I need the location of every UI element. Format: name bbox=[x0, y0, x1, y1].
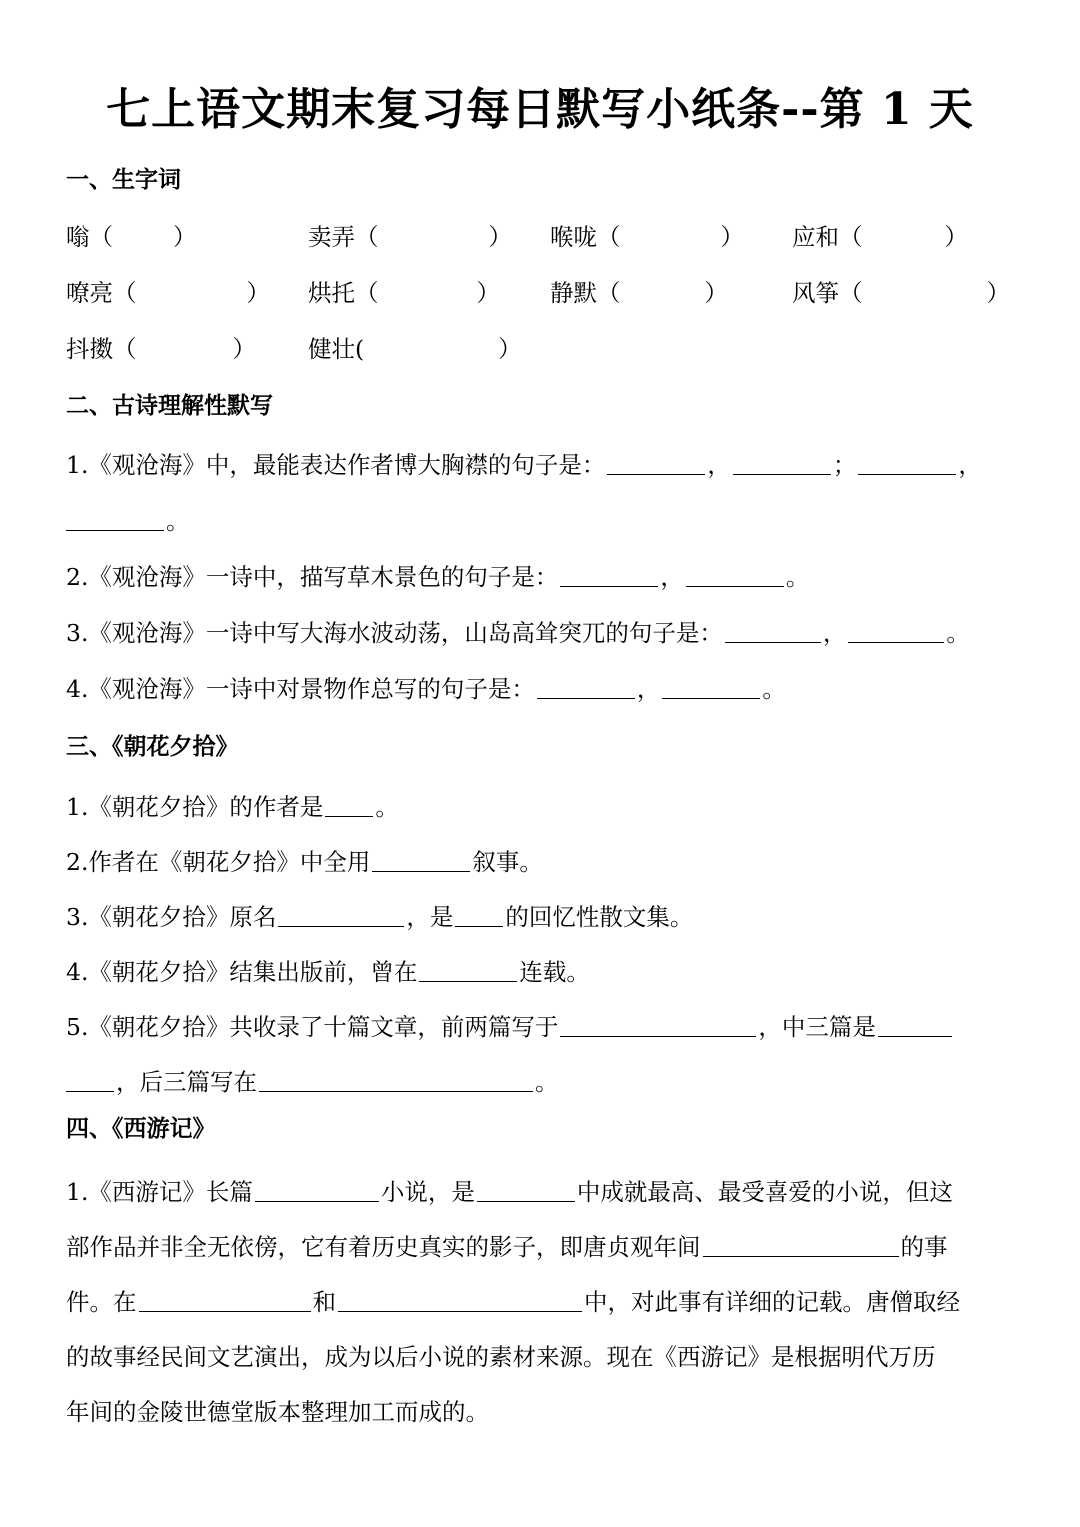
answer-blank[interactable] bbox=[560, 566, 658, 587]
answer-blank[interactable] bbox=[372, 851, 470, 872]
zhaohua-question-4: 4.《朝花夕拾》结集出版前，曾在 连载。 bbox=[66, 958, 590, 986]
answer-blank[interactable] bbox=[733, 454, 831, 475]
zhaohua-question-3: 3.《朝花夕拾》原名 ，是 的回忆性散文集。 bbox=[66, 903, 694, 931]
answer-blank[interactable] bbox=[259, 1071, 533, 1092]
answer-blank[interactable] bbox=[278, 906, 404, 927]
vocab-item: 健壮( ） bbox=[308, 335, 522, 363]
poem-question-3: 3.《观沧海》一诗中写大海水波动荡，山岛高耸突兀的句子是： ， 。 bbox=[66, 619, 970, 647]
vocab-item: 喉咙（ ） bbox=[550, 223, 744, 251]
vocab-item: 嘹亮（ ） bbox=[66, 279, 270, 307]
poem-question-4: 4.《观沧海》一诗中对景物作总写的句子是： ， 。 bbox=[66, 675, 786, 703]
answer-blank[interactable] bbox=[848, 622, 944, 643]
answer-blank[interactable] bbox=[560, 1016, 756, 1037]
section-heading-xiyou: 四、《西游记》 bbox=[66, 1115, 216, 1142]
answer-blank[interactable] bbox=[255, 1181, 379, 1202]
answer-blank[interactable] bbox=[878, 1016, 952, 1037]
answer-blank[interactable] bbox=[725, 622, 821, 643]
vocab-item: 抖擞（ ） bbox=[66, 335, 256, 363]
vocab-item: 嗡（ ） bbox=[66, 223, 197, 251]
answer-blank[interactable] bbox=[139, 1291, 311, 1312]
answer-blank[interactable] bbox=[455, 906, 503, 927]
answer-blank[interactable] bbox=[686, 566, 784, 587]
page-title: 七上语文期末复习每日默写小纸条--第 1 天 bbox=[106, 84, 974, 135]
vocab-item: 风筝（ ） bbox=[792, 279, 1010, 307]
answer-blank[interactable] bbox=[858, 454, 956, 475]
answer-blank[interactable] bbox=[419, 961, 517, 982]
xiyou-paragraph-line-2: 部作品并非全无依傍，它有着历史真实的影子，即唐贞观年间 的事 bbox=[66, 1233, 948, 1261]
vocab-item: 应和（ ） bbox=[792, 223, 968, 251]
vocab-item: 静默（ ） bbox=[550, 279, 728, 307]
answer-blank[interactable] bbox=[66, 510, 164, 531]
section-heading-vocab: 一、生字词 bbox=[66, 166, 181, 193]
zhaohua-question-5-cont: ，后三篇写在 。 bbox=[66, 1066, 1016, 1098]
zhaohua-question-1: 1.《朝花夕拾》的作者是 。 bbox=[66, 793, 399, 821]
answer-blank[interactable] bbox=[703, 1236, 899, 1257]
zhaohua-question-2: 2.作者在《朝花夕拾》中全用 叙事。 bbox=[66, 848, 543, 876]
answer-blank[interactable] bbox=[338, 1291, 582, 1312]
answer-blank[interactable] bbox=[662, 678, 760, 699]
answer-blank[interactable] bbox=[477, 1181, 575, 1202]
section-heading-poem: 二、古诗理解性默写 bbox=[66, 392, 273, 419]
answer-blank[interactable] bbox=[607, 454, 705, 475]
vocab-item: 卖弄（ ） bbox=[308, 223, 512, 251]
vocab-item: 烘托（ ） bbox=[308, 279, 500, 307]
poem-question-2: 2.《观沧海》一诗中，描写草木景色的句子是： ， 。 bbox=[66, 563, 810, 591]
zhaohua-question-5: 5.《朝花夕拾》共收录了十篇文章，前两篇写于 ，中三篇是 bbox=[66, 1011, 1016, 1043]
xiyou-paragraph-line-1: 1.《西游记》长篇 小说，是 中成就最高、最受喜爱的小说，但这 bbox=[66, 1178, 953, 1206]
poem-question-1-cont: 。 bbox=[66, 505, 1016, 537]
xiyou-paragraph-line-4: 的故事经民间文艺演出，成为以后小说的素材来源。现在《西游记》是根据明代万历 bbox=[66, 1343, 936, 1371]
answer-blank[interactable] bbox=[66, 1071, 114, 1092]
section-heading-zhaohua: 三、《朝花夕拾》 bbox=[66, 733, 239, 760]
xiyou-paragraph-line-5: 年间的金陵世德堂版本整理加工而成的。 bbox=[66, 1398, 489, 1426]
answer-blank[interactable] bbox=[537, 678, 635, 699]
poem-question-1: 1.《观沧海》中，最能表达作者博大胸襟的句子是： ， ； ， bbox=[66, 451, 982, 479]
xiyou-paragraph-line-3: 件。在 和 中，对此事有详细的记载。唐僧取经 bbox=[66, 1288, 960, 1316]
answer-blank[interactable] bbox=[325, 796, 373, 817]
